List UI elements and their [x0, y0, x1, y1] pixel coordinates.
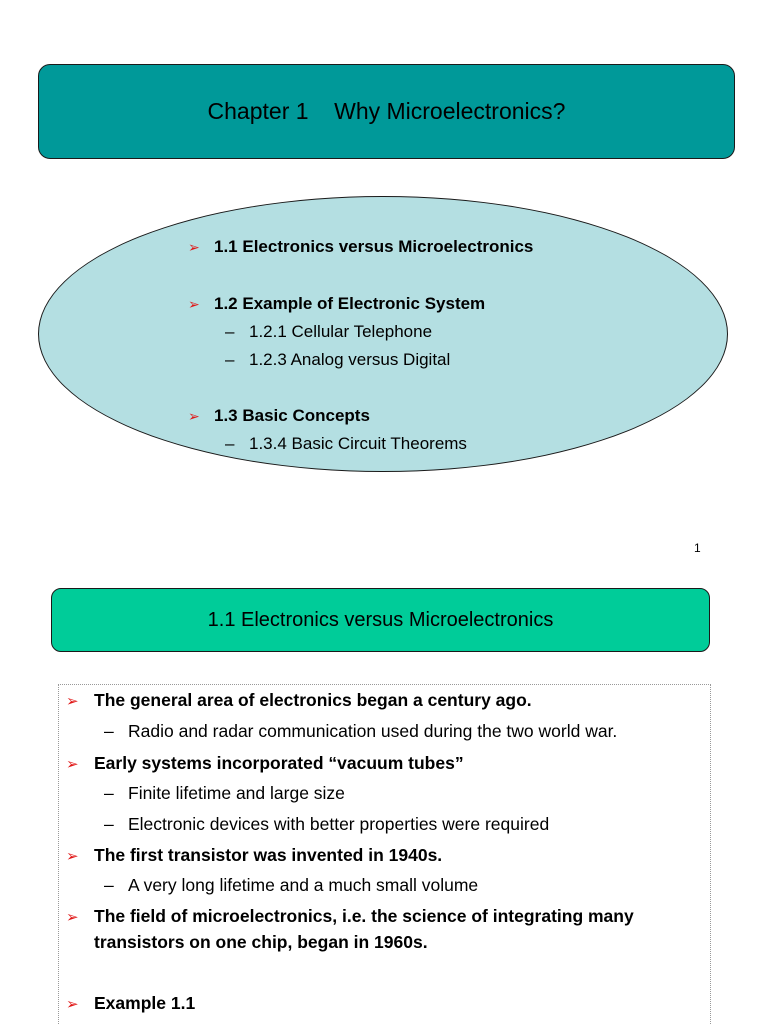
- arrow-bullet-icon: ➢: [66, 756, 79, 773]
- dash-bullet: –: [104, 783, 114, 803]
- bullet-item-continuation: transistors on one chip, began in 1960s.: [94, 932, 428, 952]
- toc-item: ➢ 1.2 Example of Electronic System: [188, 294, 486, 313]
- sub-bullet-item: – Finite lifetime and large size: [104, 783, 345, 803]
- arrow-bullet-icon: ➢: [66, 693, 79, 710]
- arrow-bullet-icon: ➢: [188, 408, 200, 424]
- dash-bullet: –: [104, 875, 114, 895]
- dash-bullet: –: [225, 322, 235, 341]
- arrow-bullet-icon: ➢: [188, 239, 200, 255]
- arrow-bullet-icon: ➢: [66, 909, 79, 926]
- toc-subitem: – 1.2.3 Analog versus Digital: [225, 350, 451, 369]
- section-title: 1.1 Electronics versus Microelectronics: [207, 608, 554, 631]
- bullet-item: ➢ The first transistor was invented in 1940s.: [66, 845, 443, 865]
- bullet-item: ➢ The general area of electronics began a century ago.: [66, 690, 532, 710]
- dash-bullet: –: [104, 721, 114, 741]
- chapter-label: Chapter 1: [207, 98, 309, 124]
- toc-subitem: – 1.2.1 Cellular Telephone: [225, 322, 433, 341]
- bullet-item: ➢ Early systems incorporated “vacuum tubes”: [66, 753, 464, 773]
- sub-bullet-item: – A very long lifetime and a much small volume: [104, 875, 479, 895]
- sub-bullet-item: – Radio and radar communication used during the two world war.: [104, 721, 618, 741]
- bullet-item: ➢ Example 1.1: [66, 993, 196, 1013]
- section-title-box: [51, 588, 710, 652]
- dash-bullet: –: [225, 350, 235, 369]
- dash-bullet: –: [225, 434, 235, 453]
- arrow-bullet-icon: ➢: [66, 996, 79, 1013]
- sub-bullet-item: – Electronic devices with better properties were required: [104, 814, 550, 834]
- dash-bullet: –: [104, 814, 114, 834]
- chapter-title-box: [38, 64, 735, 159]
- chapter-title: Why Microelectronics?: [334, 98, 566, 124]
- arrow-bullet-icon: ➢: [66, 848, 79, 865]
- arrow-bullet-icon: ➢: [188, 296, 200, 312]
- bullet-item: ➢ The field of microelectronics, i.e. the science of integrating many: [66, 906, 634, 926]
- toc-item: ➢ 1.1 Electronics versus Microelectronics: [188, 237, 534, 256]
- toc-item: ➢ 1.3 Basic Concepts: [188, 406, 370, 425]
- toc-subitem: – 1.3.4 Basic Circuit Theorems: [225, 434, 467, 453]
- page-number: 1: [694, 541, 701, 555]
